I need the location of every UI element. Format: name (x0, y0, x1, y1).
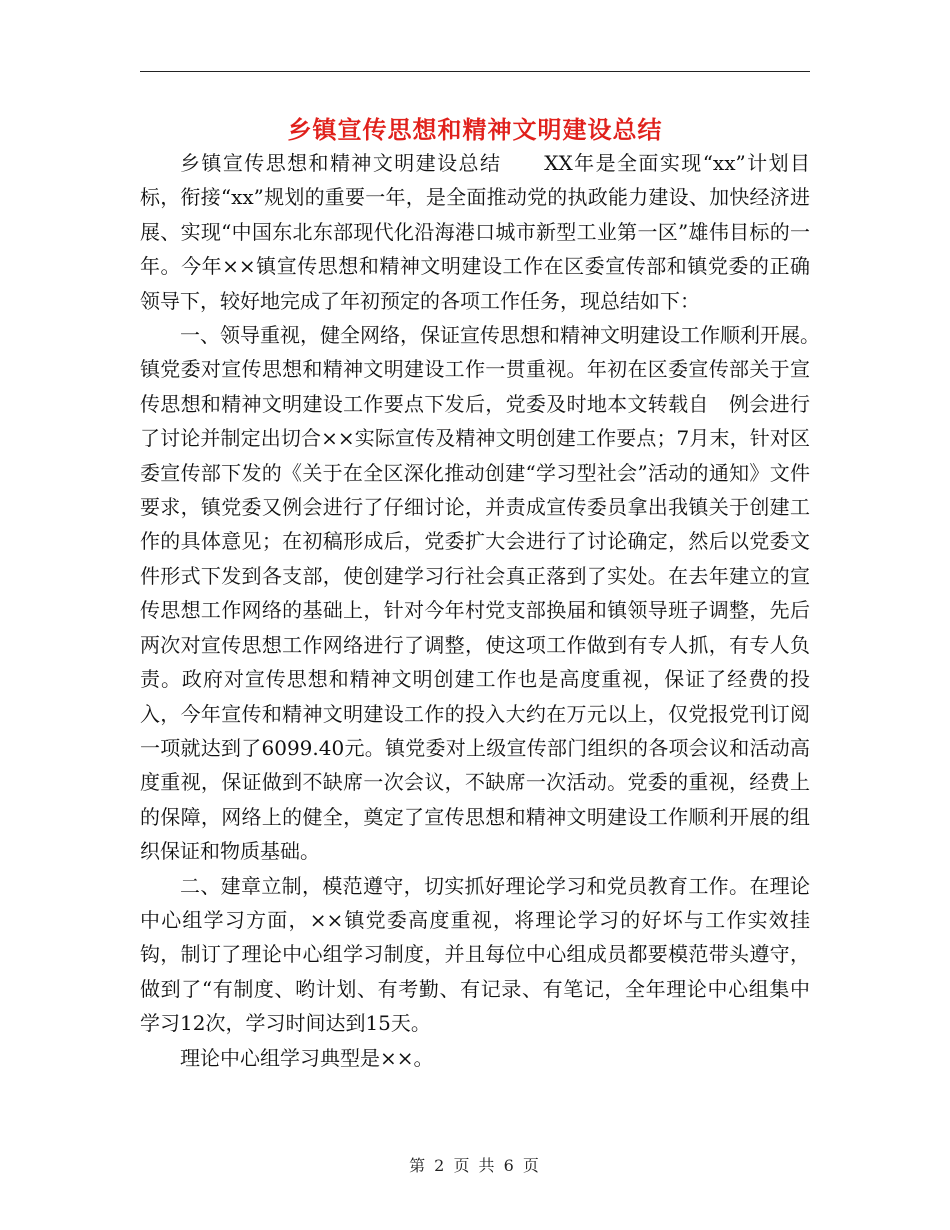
document-body (140, 146, 850, 1075)
paragraph-closing: 理论中心组学习典型是××。 (180, 1045, 434, 1070)
document-title: 乡镇宣传思想和精神文明建设总结 (287, 115, 663, 144)
header-rule (140, 71, 810, 72)
paragraph-intro: 乡镇宣传思想和精神文明建设总结 XX年是全面实现“xx”计划目标，衔接“xx”规划的重要一年，是全面推动党的执政能力建设、加快经济进展、实现“中国东北东部现代化沿海港口城市新型工业第一区”雄伟目标的一年。今年××镇宣传思想和精神文明建设工作在区委宣传部和镇党委的正确领导下，较好地完成了年初预定的各项工作任务，现总结如下： (140, 151, 810, 313)
paragraph-section-2: 二、建章立制，模范遵守，切实抓好理论学习和党员教育工作。在理论中心组学习方面，××镇党委高度重视，将理论学习的好坏与工作实效挂钩，制订了理论中心组学习制度，并且每位中心组成员都要模范带头遵守，做到了“有制度、哟计划、有考勤、有记录、有笔记，全年理论中心组集中学习12次，学习时间达到15天。 (140, 873, 810, 1036)
paragraph-section-1: 一、领导重视，健全网络，保证宣传思想和精神文明建设工作顺利开展。 镇党委对宣传思想和精神文明建设工作一贯重视。年初在区委宣传部关于宣传思想和精神文明建设工作要点下发后，党委及时地本文转载自 例会进行了讨论并制定出切合××实际宣传及精神文明创建工作要点；7月末，针对区委宣传部下发的《关于在全区深化推动创建“学习型社会”活动的通知》文件要求，镇党委又例会进行了仔细讨论，并责成宣传委员拿出我镇关于创建工作的具体意见；在初稿形成后，党委扩大会进行了讨论确定，然后以党委文件形式下发到各支部，使创建学习行社会真正落到了实处。在去年建立的宣传思想工作网络的基础上，针对今年村党支部换届和镇领导班子调整，先后两次对宣传思想工作网络进行了调整，使这项工作做到有专人抓，有专人负责。政府对宣传思想和精神文明创建工作也是高度重视，保证了经费的投入，今年宣传和精神文明建设工作的投入大约在万元以上，仅党报党刊订阅一项就达到了6099.40元。镇党委对上级宣传部门组织的各项会议和活动高度重视，保证做到不缺席一次会议，不缺席一次活动。党委的重视，经费上的保障，网络上的健全，奠定了宣传思想和精神文明建设工作顺利开展的组织保证和物质基础。 (140, 323, 850, 864)
page-footer: 第 2 页 共 6 页 (409, 1156, 541, 1175)
